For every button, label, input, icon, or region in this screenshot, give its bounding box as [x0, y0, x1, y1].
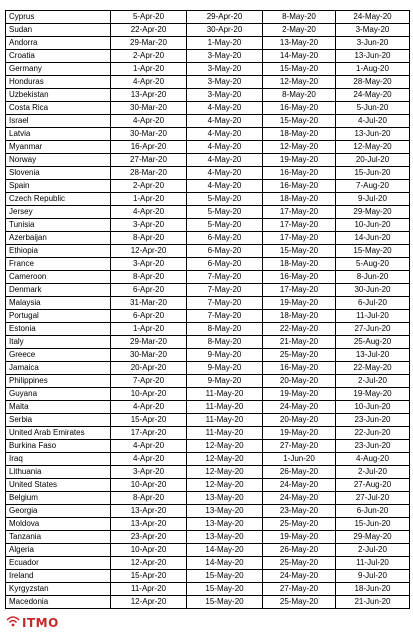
date-cell: 22-Jun-20: [336, 427, 410, 440]
table-row: [6, 297, 410, 310]
table-row: [6, 427, 410, 440]
date-cell: 5-May-20: [187, 206, 263, 219]
country-cell: Malaysia: [6, 297, 111, 310]
country-cell: Sudan: [6, 24, 111, 37]
date-cell: 1-Apr-20: [111, 193, 187, 206]
country-cell: Tanzania: [6, 531, 111, 544]
date-cell: 5-Jun-20: [336, 102, 410, 115]
date-cell: 3-Apr-20: [111, 466, 187, 479]
table-row: [6, 50, 410, 63]
date-cell: 4-May-20: [187, 167, 263, 180]
watermark-text: ITMO: [22, 616, 59, 630]
date-cell: 25-May-20: [263, 349, 336, 362]
country-cell: Lithuania: [6, 466, 111, 479]
date-cell: 25-May-20: [263, 596, 336, 609]
date-cell: 30-Mar-20: [111, 128, 187, 141]
table-row: [6, 180, 410, 193]
table-row: [6, 141, 410, 154]
date-cell: 24-May-20: [263, 570, 336, 583]
country-cell: Cyprus: [6, 11, 111, 24]
date-cell: 8-Apr-20: [111, 271, 187, 284]
date-cell: 20-May-20: [263, 375, 336, 388]
date-cell: 19-May-20: [263, 388, 336, 401]
date-cell: 15-May-20: [263, 115, 336, 128]
watermark-logo: [4, 614, 61, 632]
date-cell: 18-May-20: [263, 310, 336, 323]
date-cell: 6-May-20: [187, 232, 263, 245]
date-cell: 10-Jun-20: [336, 401, 410, 414]
date-cell: 12-Apr-20: [111, 596, 187, 609]
date-cell: 13-May-20: [187, 518, 263, 531]
country-cell: Tunisia: [6, 219, 111, 232]
date-cell: 7-Apr-20: [111, 375, 187, 388]
table-row: [6, 24, 410, 37]
date-cell: 3-May-20: [336, 24, 410, 37]
table-row: [6, 518, 410, 531]
date-cell: 12-May-20: [187, 479, 263, 492]
date-cell: 30-Mar-20: [111, 349, 187, 362]
date-cell: 23-May-20: [263, 505, 336, 518]
country-cell: Estonia: [6, 323, 111, 336]
table-row: [6, 310, 410, 323]
date-cell: 27-Jun-20: [336, 323, 410, 336]
date-cell: 16-May-20: [263, 271, 336, 284]
date-cell: 29-May-20: [336, 531, 410, 544]
date-cell: 30-Mar-20: [111, 102, 187, 115]
country-cell: Macedonia: [6, 596, 111, 609]
date-cell: 15-May-20: [187, 570, 263, 583]
date-cell: 14-May-20: [263, 50, 336, 63]
date-cell: 1-Apr-20: [111, 323, 187, 336]
table-row: [6, 154, 410, 167]
date-cell: 16-May-20: [263, 180, 336, 193]
date-cell: 16-May-20: [263, 362, 336, 375]
data-table-sheet: [5, 10, 409, 609]
country-cell: United Arab Emirates: [6, 427, 111, 440]
date-cell: 25-May-20: [263, 557, 336, 570]
date-cell: 27-Mar-20: [111, 154, 187, 167]
date-cell: 11-Apr-20: [111, 583, 187, 596]
date-cell: 20-Jul-20: [336, 154, 410, 167]
table-row: [6, 596, 410, 609]
wifi-signal-icon: [6, 614, 20, 632]
table-row: [6, 128, 410, 141]
date-cell: 11-Jul-20: [336, 557, 410, 570]
date-cell: 3-Apr-20: [111, 219, 187, 232]
date-cell: 20-May-20: [263, 414, 336, 427]
date-cell: 19-May-20: [263, 531, 336, 544]
date-cell: 12-May-20: [187, 440, 263, 453]
date-cell: 12-Apr-20: [111, 245, 187, 258]
country-cell: Malta: [6, 401, 111, 414]
country-cell: Ireland: [6, 570, 111, 583]
date-cell: 27-Jul-20: [336, 492, 410, 505]
date-cell: 23-Jun-20: [336, 414, 410, 427]
country-cell: Ethiopia: [6, 245, 111, 258]
date-cell: 19-May-20: [336, 388, 410, 401]
date-cell: 4-May-20: [187, 141, 263, 154]
table-row: [6, 115, 410, 128]
date-cell: 4-May-20: [187, 154, 263, 167]
date-cell: 7-May-20: [187, 271, 263, 284]
date-cell: 17-May-20: [263, 219, 336, 232]
date-cell: 21-May-20: [263, 336, 336, 349]
table-row: [6, 375, 410, 388]
date-cell: 22-May-20: [263, 323, 336, 336]
table-row: [6, 284, 410, 297]
date-cell: 10-Apr-20: [111, 544, 187, 557]
date-cell: 8-Jun-20: [336, 271, 410, 284]
date-cell: 19-May-20: [263, 154, 336, 167]
date-cell: 14-Jun-20: [336, 232, 410, 245]
table-row: [6, 89, 410, 102]
date-cell: 13-Apr-20: [111, 518, 187, 531]
date-cell: 18-May-20: [263, 258, 336, 271]
date-cell: 14-May-20: [187, 557, 263, 570]
country-cell: Algeria: [6, 544, 111, 557]
date-cell: 5-Aug-20: [336, 258, 410, 271]
table-row: [6, 193, 410, 206]
date-cell: 3-May-20: [187, 50, 263, 63]
date-cell: 7-May-20: [187, 284, 263, 297]
country-cell: Spain: [6, 180, 111, 193]
date-cell: 28-May-20: [336, 76, 410, 89]
date-cell: 16-May-20: [263, 102, 336, 115]
table-row: [6, 401, 410, 414]
country-cell: Italy: [6, 336, 111, 349]
date-cell: 7-May-20: [187, 297, 263, 310]
table-row: [6, 453, 410, 466]
country-cell: Philippines: [6, 375, 111, 388]
date-cell: 12-May-20: [187, 466, 263, 479]
date-cell: 4-May-20: [187, 128, 263, 141]
date-cell: 1-Jun-20: [263, 453, 336, 466]
table-row: [6, 37, 410, 50]
date-cell: 4-Apr-20: [111, 115, 187, 128]
date-cell: 8-May-20: [187, 336, 263, 349]
date-cell: 18-May-20: [263, 193, 336, 206]
table-row: [6, 258, 410, 271]
table-row: [6, 102, 410, 115]
date-cell: 8-May-20: [263, 11, 336, 24]
date-cell: 10-Apr-20: [111, 388, 187, 401]
date-cell: 1-Apr-20: [111, 63, 187, 76]
date-cell: 8-Apr-20: [111, 232, 187, 245]
country-cell: Jamaica: [6, 362, 111, 375]
date-cell: 17-Apr-20: [111, 427, 187, 440]
table-row: [6, 557, 410, 570]
date-cell: 3-Jun-20: [336, 37, 410, 50]
date-cell: 28-Mar-20: [111, 167, 187, 180]
date-cell: 15-May-20: [336, 245, 410, 258]
country-cell: Kyrgyzstan: [6, 583, 111, 596]
country-cell: Andorra: [6, 37, 111, 50]
date-cell: 6-Apr-20: [111, 284, 187, 297]
date-cell: 6-Apr-20: [111, 310, 187, 323]
date-cell: 8-May-20: [263, 89, 336, 102]
date-cell: 10-Jun-20: [336, 219, 410, 232]
country-cell: Germany: [6, 63, 111, 76]
date-cell: 13-May-20: [187, 492, 263, 505]
date-cell: 15-May-20: [187, 596, 263, 609]
date-cell: 5-Apr-20: [111, 11, 187, 24]
date-cell: 30-Jun-20: [336, 284, 410, 297]
table-body: [6, 11, 410, 609]
date-cell: 13-May-20: [263, 37, 336, 50]
table-row: [6, 11, 410, 24]
date-cell: 17-May-20: [263, 284, 336, 297]
date-cell: 20-Apr-20: [111, 362, 187, 375]
country-cell: Slovenia: [6, 167, 111, 180]
date-cell: 18-May-20: [263, 128, 336, 141]
date-cell: 26-May-20: [263, 466, 336, 479]
date-cell: 5-May-20: [187, 193, 263, 206]
country-cell: Serbia: [6, 414, 111, 427]
table-row: [6, 570, 410, 583]
table-row: [6, 245, 410, 258]
date-cell: 4-Jul-20: [336, 115, 410, 128]
table-row: [6, 206, 410, 219]
country-cell: Norway: [6, 154, 111, 167]
country-cell: Denmark: [6, 284, 111, 297]
date-cell: 12-May-20: [336, 141, 410, 154]
date-cell: 9-Jul-20: [336, 570, 410, 583]
date-cell: 7-Aug-20: [336, 180, 410, 193]
date-cell: 16-Apr-20: [111, 141, 187, 154]
table-row: [6, 219, 410, 232]
date-cell: 15-May-20: [187, 583, 263, 596]
country-cell: Costa Rica: [6, 102, 111, 115]
date-cell: 4-Apr-20: [111, 453, 187, 466]
date-cell: 29-Mar-20: [111, 37, 187, 50]
table-row: [6, 466, 410, 479]
date-cell: 11-May-20: [187, 388, 263, 401]
country-cell: Azerbaijan: [6, 232, 111, 245]
country-cell: Greece: [6, 349, 111, 362]
date-cell: 23-Jun-20: [336, 440, 410, 453]
date-cell: 13-May-20: [187, 505, 263, 518]
date-cell: 22-Apr-20: [111, 24, 187, 37]
table-row: [6, 63, 410, 76]
date-cell: 4-Aug-20: [336, 453, 410, 466]
date-cell: 23-Apr-20: [111, 531, 187, 544]
table-row: [6, 440, 410, 453]
date-cell: 8-Apr-20: [111, 492, 187, 505]
date-cell: 25-Aug-20: [336, 336, 410, 349]
date-cell: 8-May-20: [187, 323, 263, 336]
country-cell: Honduras: [6, 76, 111, 89]
date-cell: 13-Apr-20: [111, 505, 187, 518]
date-cell: 2-Apr-20: [111, 180, 187, 193]
country-cell: Israel: [6, 115, 111, 128]
country-cell: Guyana: [6, 388, 111, 401]
table-row: [6, 167, 410, 180]
country-cell: United States: [6, 479, 111, 492]
country-dates-table: [5, 10, 410, 609]
date-cell: 9-Jul-20: [336, 193, 410, 206]
date-cell: 4-Apr-20: [111, 440, 187, 453]
date-cell: 31-Mar-20: [111, 297, 187, 310]
date-cell: 26-May-20: [263, 544, 336, 557]
date-cell: 2-May-20: [263, 24, 336, 37]
country-cell: Burkina Faso: [6, 440, 111, 453]
date-cell: 11-May-20: [187, 401, 263, 414]
date-cell: 4-May-20: [187, 102, 263, 115]
date-cell: 4-May-20: [187, 180, 263, 193]
date-cell: 30-Apr-20: [187, 24, 263, 37]
date-cell: 15-Apr-20: [111, 570, 187, 583]
date-cell: 17-May-20: [263, 232, 336, 245]
date-cell: 22-May-20: [336, 362, 410, 375]
date-cell: 11-Jul-20: [336, 310, 410, 323]
country-cell: Iraq: [6, 453, 111, 466]
table-row: [6, 583, 410, 596]
date-cell: 25-May-20: [263, 518, 336, 531]
date-cell: 4-Apr-20: [111, 206, 187, 219]
date-cell: 3-May-20: [187, 63, 263, 76]
date-cell: 24-May-20: [263, 479, 336, 492]
country-cell: Croatia: [6, 50, 111, 63]
date-cell: 12-May-20: [187, 453, 263, 466]
date-cell: 15-Apr-20: [111, 414, 187, 427]
table-row: [6, 505, 410, 518]
date-cell: 9-May-20: [187, 375, 263, 388]
date-cell: 1-Aug-20: [336, 63, 410, 76]
date-cell: 15-May-20: [263, 245, 336, 258]
date-cell: 29-May-20: [336, 206, 410, 219]
date-cell: 27-Aug-20: [336, 479, 410, 492]
date-cell: 13-Jul-20: [336, 349, 410, 362]
country-cell: Cameroon: [6, 271, 111, 284]
date-cell: 12-May-20: [263, 141, 336, 154]
country-cell: Belgium: [6, 492, 111, 505]
date-cell: 2-Apr-20: [111, 50, 187, 63]
country-cell: Uzbekistan: [6, 89, 111, 102]
table-row: [6, 349, 410, 362]
country-cell: Jersey: [6, 206, 111, 219]
date-cell: 10-Apr-20: [111, 479, 187, 492]
table-row: [6, 362, 410, 375]
table-row: [6, 531, 410, 544]
date-cell: 29-Mar-20: [111, 336, 187, 349]
date-cell: 2-Jul-20: [336, 375, 410, 388]
date-cell: 17-May-20: [263, 206, 336, 219]
table-row: [6, 544, 410, 557]
date-cell: 24-May-20: [263, 492, 336, 505]
country-cell: Portugal: [6, 310, 111, 323]
date-cell: 12-Apr-20: [111, 557, 187, 570]
date-cell: 2-Jul-20: [336, 466, 410, 479]
country-cell: Moldova: [6, 518, 111, 531]
date-cell: 19-May-20: [263, 427, 336, 440]
date-cell: 18-Jun-20: [336, 583, 410, 596]
date-cell: 3-Apr-20: [111, 258, 187, 271]
date-cell: 3-May-20: [187, 76, 263, 89]
date-cell: 9-May-20: [187, 362, 263, 375]
date-cell: 14-May-20: [187, 544, 263, 557]
table-row: [6, 479, 410, 492]
date-cell: 24-May-20: [336, 11, 410, 24]
date-cell: 27-May-20: [263, 583, 336, 596]
date-cell: 16-May-20: [263, 167, 336, 180]
date-cell: 15-Jun-20: [336, 167, 410, 180]
date-cell: 4-Apr-20: [111, 76, 187, 89]
table-row: [6, 336, 410, 349]
date-cell: 4-Apr-20: [111, 401, 187, 414]
country-cell: Myanmar: [6, 141, 111, 154]
date-cell: 15-Jun-20: [336, 518, 410, 531]
date-cell: 11-May-20: [187, 414, 263, 427]
date-cell: 6-Jun-20: [336, 505, 410, 518]
date-cell: 5-May-20: [187, 219, 263, 232]
date-cell: 27-May-20: [263, 440, 336, 453]
table-row: [6, 76, 410, 89]
table-row: [6, 388, 410, 401]
date-cell: 21-Jun-20: [336, 596, 410, 609]
date-cell: 13-Jun-20: [336, 50, 410, 63]
country-cell: Georgia: [6, 505, 111, 518]
date-cell: 6-May-20: [187, 245, 263, 258]
table-row: [6, 323, 410, 336]
date-cell: 6-May-20: [187, 258, 263, 271]
date-cell: 13-Apr-20: [111, 89, 187, 102]
date-cell: 19-May-20: [263, 297, 336, 310]
table-row: [6, 232, 410, 245]
date-cell: 13-Jun-20: [336, 128, 410, 141]
country-cell: France: [6, 258, 111, 271]
date-cell: 24-May-20: [263, 401, 336, 414]
table-row: [6, 492, 410, 505]
date-cell: 7-May-20: [187, 310, 263, 323]
date-cell: 13-May-20: [187, 531, 263, 544]
date-cell: 1-May-20: [187, 37, 263, 50]
table-row: [6, 414, 410, 427]
country-cell: Czech Republic: [6, 193, 111, 206]
date-cell: 9-May-20: [187, 349, 263, 362]
table-row: [6, 271, 410, 284]
date-cell: 29-Apr-20: [187, 11, 263, 24]
date-cell: 3-May-20: [187, 89, 263, 102]
country-cell: Ecuador: [6, 557, 111, 570]
date-cell: 6-Jul-20: [336, 297, 410, 310]
date-cell: 15-May-20: [263, 63, 336, 76]
country-cell: Latvia: [6, 128, 111, 141]
date-cell: 24-May-20: [336, 89, 410, 102]
date-cell: 2-Jul-20: [336, 544, 410, 557]
date-cell: 11-May-20: [187, 427, 263, 440]
date-cell: 12-May-20: [263, 76, 336, 89]
date-cell: 4-May-20: [187, 115, 263, 128]
